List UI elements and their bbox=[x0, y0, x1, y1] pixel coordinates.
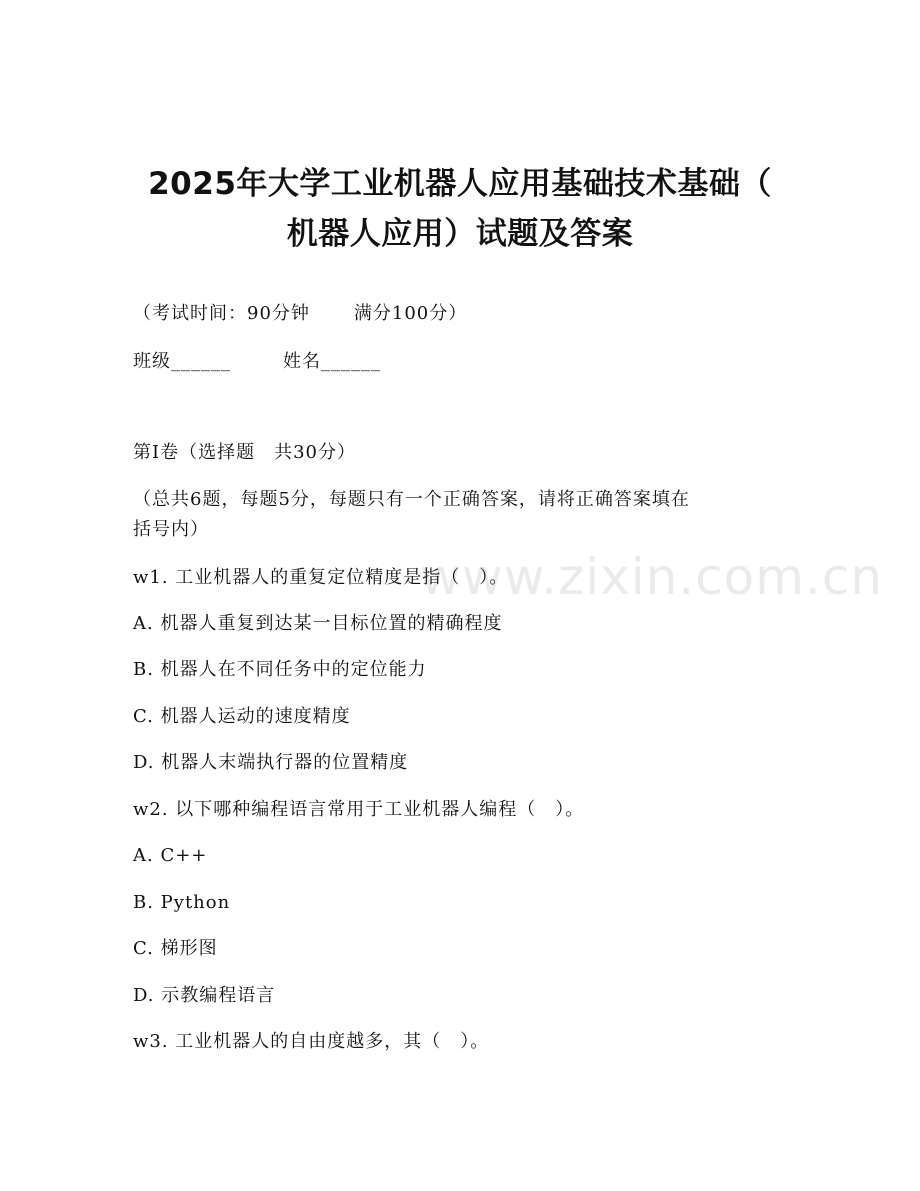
student-fields bbox=[133, 350, 381, 374]
class-field: 班级______ bbox=[133, 351, 231, 372]
watermark: www.zixin.com.cn bbox=[420, 548, 884, 606]
instructions-line-1: （总共6题，每题5分，每题只有一个正确答案，请将正确答案填在 bbox=[133, 489, 690, 510]
question-1-option-c: C. 机器人运动的速度精度 bbox=[133, 706, 351, 727]
name-field: 姓名______ bbox=[283, 351, 381, 372]
question-2-stem: w2. 以下哪种编程语言常用于工业机器人编程（ ）。 bbox=[133, 799, 585, 820]
section-heading: 第Ⅰ卷（选择题 共30分） bbox=[133, 442, 357, 463]
document-title-line-1: 2025年大学工业机器人应用基础技术基础（ bbox=[148, 166, 772, 202]
question-3-stem: w3. 工业机器人的自由度越多，其（ ）。 bbox=[133, 1031, 490, 1052]
exam-time: （考试时间：90分钟 bbox=[133, 303, 310, 324]
document-title-line-2: 机器人应用）试题及答案 bbox=[286, 216, 634, 252]
question-2-option-d: D. 示教编程语言 bbox=[133, 985, 276, 1006]
exam-score: 满分100分） bbox=[353, 303, 468, 324]
question-1-option-d: D. 机器人末端执行器的位置精度 bbox=[133, 752, 409, 773]
question-2-option-c: C. 梯形图 bbox=[133, 938, 218, 959]
exam-info bbox=[133, 302, 467, 326]
instructions-line-2: 括号内） bbox=[133, 519, 209, 540]
question-1-option-b: B. 机器人在不同任务中的定位能力 bbox=[133, 659, 427, 680]
question-2-option-a: A. C++ bbox=[133, 845, 208, 866]
question-1-stem: w1. 工业机器人的重复定位精度是指（ ）。 bbox=[133, 567, 509, 588]
question-2-option-b: B. Python bbox=[133, 892, 231, 913]
question-1-option-a: A. 机器人重复到达某一目标位置的精确程度 bbox=[133, 613, 503, 634]
